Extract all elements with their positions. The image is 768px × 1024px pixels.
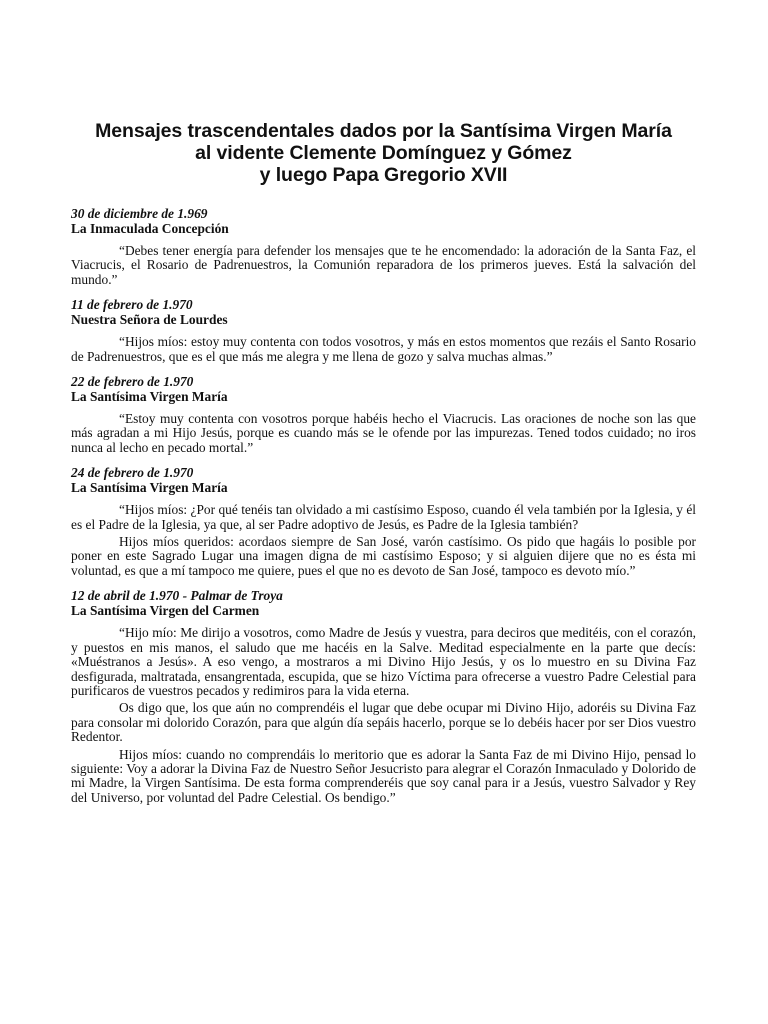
message-date: 12 de abril de 1.970 - Palmar de Troya	[71, 588, 283, 604]
message-entry	[71, 588, 696, 805]
message-paragraph: “Hijos míos: estoy muy contenta con todos vosotros, y más en estos momentos que rezáis el Santo Rosario de Padrenuestros, que es el que más me alegra y me llena de gozo y salva muchas almas.”	[71, 334, 696, 364]
message-paragraph: Hijos míos: cuando no comprendáis lo meritorio que es adorar la Santa Faz de mi Divino Hijo, pensad lo siguiente: Voy a adorar la Divina Faz de Nuestro Señor Jesucristo para alegrar el Corazón Inmaculado y Dolorido de mi Madre, la Virgen Santísima. De esta forma comprenderéis que soy canal para ir a Jesús, vuestro Salvador y Rey del Universo, por voluntad del Padre Celestial. Os bendigo.”	[71, 746, 696, 805]
message-paragraph: Hijos míos queridos: acordaos siempre de San José, varón castísimo. Os pido que hagáis lo posible por poner en este Sagrado Lugar una imagen digna de mi castísimo Esposo; y si alguien dijere que no es ésta mi voluntad, es que a mí tampoco me quiere, pues el que no es devoto de San José, tampoco es devoto mío.”	[71, 534, 696, 578]
message-date: 11 de febrero de 1.970	[71, 297, 193, 313]
message-paragraph: Os digo que, los que aún no comprendéis el lugar que debe ocupar mi Divino Hijo, adoréis su Divina Faz para consolar mi dolorido Corazón, para que algún día sepáis hacerlo, porque se lo debéis hacer por ser Dios vuestro Redentor.	[71, 700, 696, 745]
message-speaker: La Santísima Virgen del Carmen	[71, 603, 260, 619]
message-speaker: Nuestra Señora de Lourdes	[71, 312, 228, 328]
message-paragraph: “Hijo mío: Me dirijo a vosotros, como Madre de Jesús y vuestra, para deciros que meditéis, con el corazón, y puestos en mis manos, el saludo que me hacéis en la Salve. Meditad especialmente en la parte que decís: «Muéstranos a Jesús». A eso vengo, a mostraros a mi Divino Hijo Jesús, y os lo muestro en su Divina Faz desfigurada, maltratada, ensangrentada, escupida, que se hizo Víctima para ofrecerse a vuestro Padre Celestial para purificaros de vuestros pecados y redimiros para la vida eterna.	[71, 625, 696, 698]
title-line-1: Mensajes trascendentales dados por la Santísima Virgen María	[95, 120, 672, 142]
message-date: 30 de diciembre de 1.969	[71, 206, 208, 221]
message-paragraph: “Estoy muy contenta con vosotros porque habéis hecho el Viacrucis. Las oraciones de noche son las que más agradan a mi Hijo Jesús, porque es cuando más se le ofende por las impurezas. Tened todos cuidado; no iros nunca al lecho en pecado mortal.”	[71, 411, 696, 455]
title-line-3: y luego Papa Gregorio XVII	[259, 164, 508, 186]
message-entry	[71, 465, 696, 578]
title-line-2: al vidente Clemente Domínguez y Gómez	[195, 142, 572, 164]
message-entry	[71, 297, 696, 364]
message-speaker: La Santísima Virgen María	[71, 480, 228, 496]
message-entry	[71, 206, 696, 287]
message-paragraph: “Debes tener energía para defender los mensajes que te he encomendado: la adoración de la Santa Faz, el Viacrucis, el Rosario de Padrenuestros, la Comunión reparadora de los primeros jueves. Está la salvación del mundo.”	[71, 243, 696, 287]
message-date: 22 de febrero de 1.970	[71, 374, 194, 390]
message-date: 24 de febrero de 1.970	[71, 465, 194, 481]
message-entry	[71, 374, 696, 455]
message-speaker: La Santísima Virgen María	[71, 389, 228, 405]
message-speaker: La Inmaculada Concepción	[71, 221, 229, 236]
document-title	[71, 120, 696, 186]
message-paragraph: “Hijos míos: ¿Por qué tenéis tan olvidado a mi castísimo Esposo, cuando él vela también por la Iglesia, y él es el Padre de la Iglesia, ya que, al ser Padre adoptivo de Jesús, es Padre de la Iglesia también?	[71, 502, 696, 532]
